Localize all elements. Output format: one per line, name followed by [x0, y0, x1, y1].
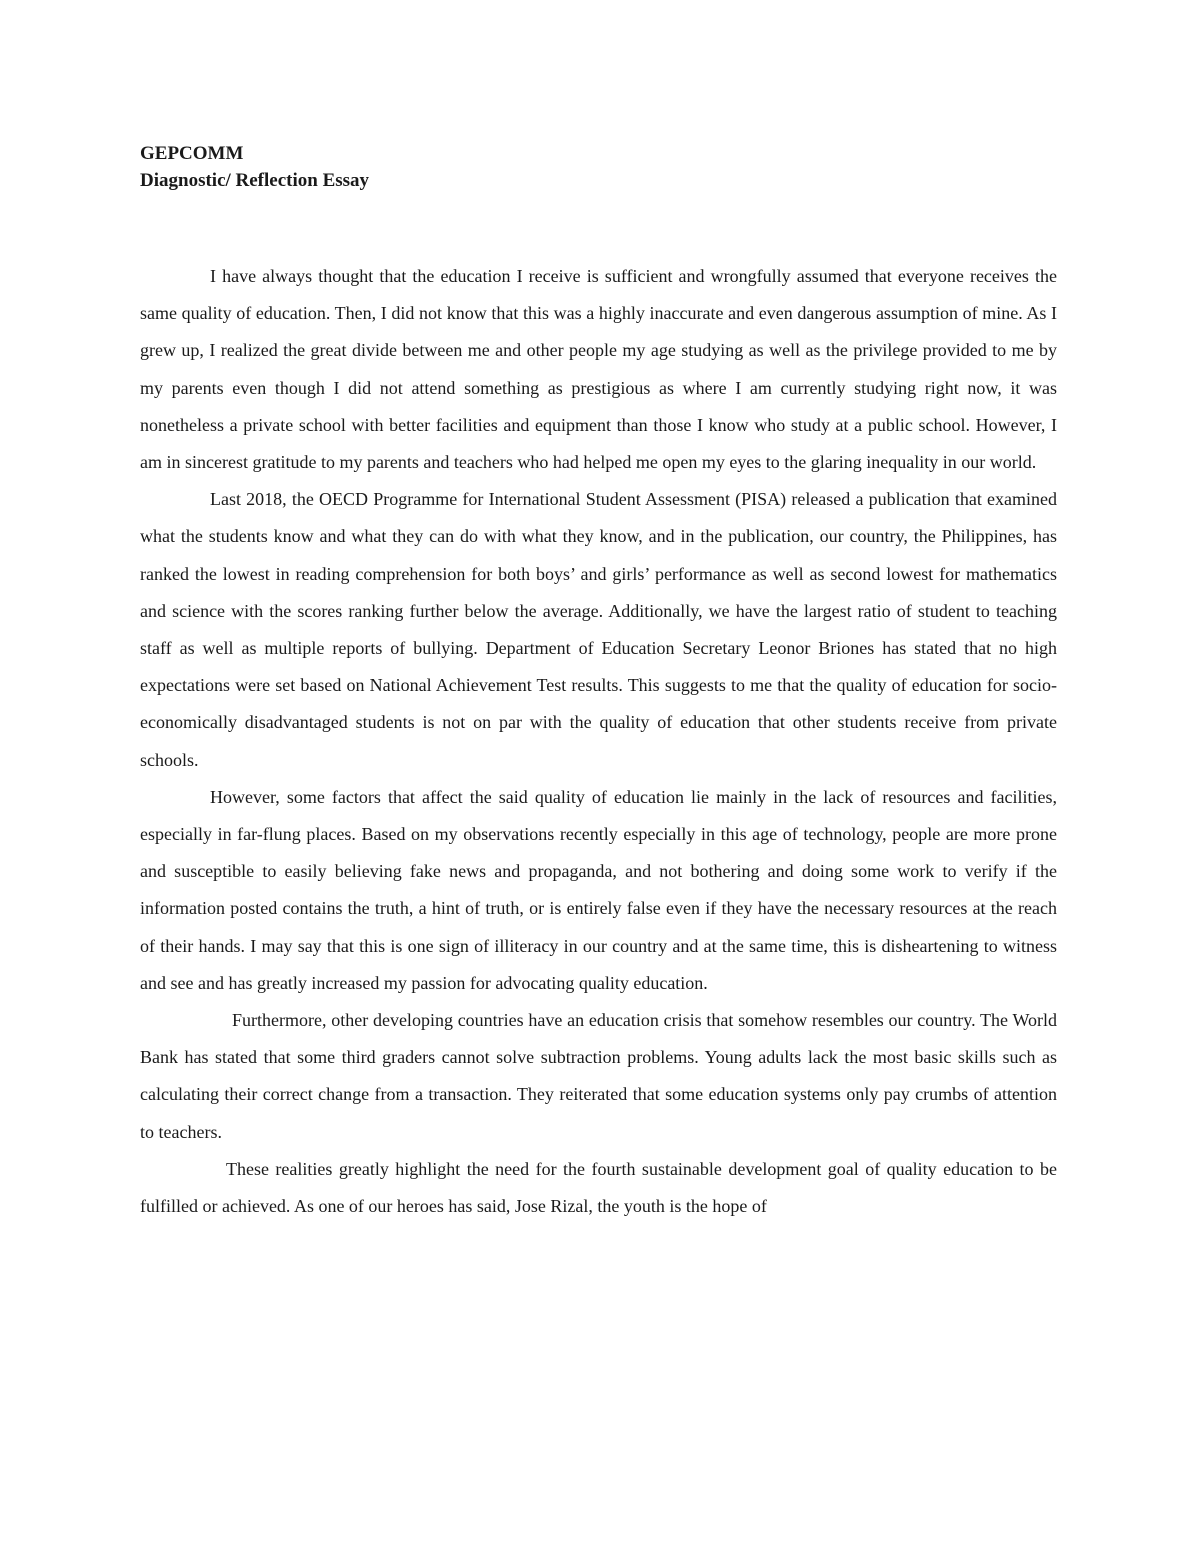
essay-paragraph-5: These realities greatly highlight the need for the fourth sustainable development goal of quality education to be fulfilled or achieved. As one of our heroes has said, Jose Rizal, the youth is the hope of [140, 1158, 1057, 1217]
document-content [140, 140, 1057, 1225]
essay-paragraph-1: I have always thought that the education I receive is sufficient and wrongfully assumed that everyone receives the same quality of education. Then, I did not know that this was a highly inaccurate and even dangerous assumption of mine. As I grew up, I realized the great divide between me and other people my age studying as well as the privilege provided to me by my parents even though I did not attend something as prestigious as where I am currently studying right now, it was nonetheless a private school with better facilities and equipment than those I know who study at a public school. However, I am in sincerest gratitude to my parents and teachers who had helped me open my eyes to the glaring inequality in our world. [140, 266, 1057, 473]
essay-title: Diagnostic/ Reflection Essay [140, 170, 370, 191]
essay-paragraph-3: However, some factors that affect the said quality of education lie mainly in the lack of resources and facilities, especially in far-flung places. Based on my observations recently especially in this age of technology, people are more prone and susceptible to easily believing fake news and propaganda, and not bothering and doing some work to verify if the information posted contains the truth, a hint of truth, or is entirely false even if they have the necessary resources at the reach of their hands. I may say that this is one sign of illiteracy in our country and at the same time, this is disheartening to witness and see and has greatly increased my passion for advocating quality education. [140, 786, 1057, 993]
essay-body [140, 258, 1057, 1225]
essay-paragraph-4: Furthermore, other developing countries have an education crisis that somehow resembles our country. The World Bank has stated that some third graders cannot solve subtraction problems. Young adults lack the most basic skills such as calculating their correct change from a transaction. They reiterated that some education systems only pay crumbs of attention to teachers. [140, 1010, 1057, 1142]
essay-paragraph-2: Last 2018, the OECD Programme for International Student Assessment (PISA) released a publication that examined what the students know and what they can do with what they know, and in the publication, our country, the Philippines, has ranked the lowest in reading comprehension for both boys’ and girls’ performance as well as second lowest for mathematics and science with the scores ranking further below the average. Additionally, we have the largest ratio of student to teaching staff as well as multiple reports of bullying. Department of Education Secretary Leonor Briones has stated that no high expectations were set based on National Achievement Test results. This suggests to me that the quality of education for socio-economically disadvantaged students is not on par with the quality of education that other students receive from private schools. [140, 489, 1057, 770]
course-code: GEPCOMM [140, 143, 244, 164]
